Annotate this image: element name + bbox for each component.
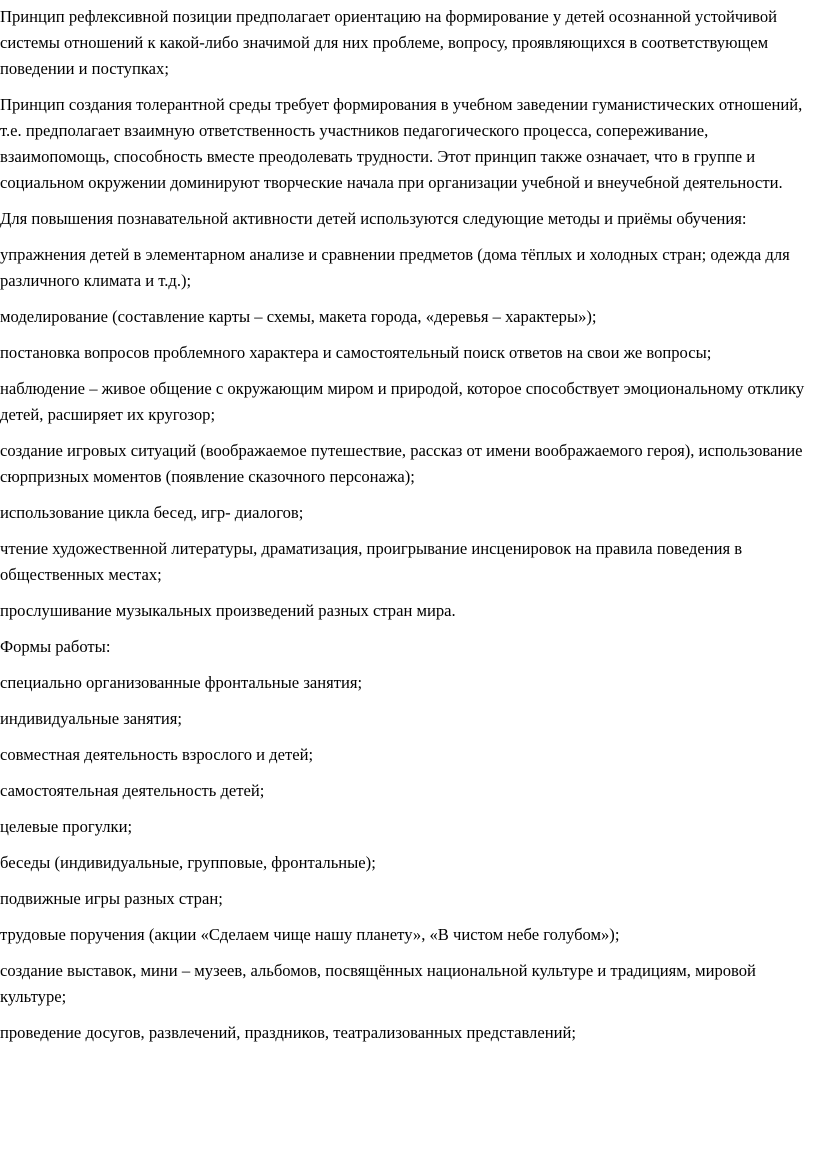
work-form-item: индивидуальные занятия; [0,709,183,728]
paragraph-methods-intro: Для повышения познавательной активности детей используются следующие методы и приёмы обучения: [0,209,747,228]
work-form-item: специально организованные фронтальные занятия; [0,673,363,692]
method-item: упражнения детей в элементарном анализе и сравнении предметов (дома тёплых и холодных стран; одежда для различного климата и т.д.); [0,245,790,290]
method-item: чтение художественной литературы, драматизация, проигрывание инсценировок на правила поведения в общественных местах; [0,539,743,584]
paragraph-tolerant-environment: Принцип создания толерантной среды требует формирования в учебном заведении гуманистических отношений, т.е. предполагает взаимную ответственность участников педагогического процесса, сопереживание, взаимопомощь, способность вместе преодолевать трудности. Этот принцип также означает, что в группе и социальном окружении доминируют творческие начала при организации учебной и внеучебной деятельности. [0,95,803,192]
work-form-item: проведение досугов, развлечений, праздников, театрализованных представлений; [0,1023,576,1042]
method-item: прослушивание музыкальных произведений разных стран мира. [0,601,456,620]
work-form-item: трудовые поручения (акции «Сделаем чище нашу планету», «В чистом небе голубом»); [0,925,620,944]
work-form-item: самостоятельная деятельность детей; [0,781,265,800]
work-form-item: совместная деятельность взрослого и детей; [0,745,314,764]
paragraph-reflexive-principle: Принцип рефлексивной позиции предполагает ориентацию на формирование у детей осознанной устойчивой системы отношений к какой-либо значимой для них проблеме, вопросу, проявляющихся в соответствующем поведении и поступках; [0,7,778,78]
work-form-item: беседы (индивидуальные, групповые, фронтальные); [0,853,376,872]
method-item: использование цикла бесед, игр- диалогов; [0,503,304,522]
method-item: наблюдение – живое общение с окружающим миром и природой, которое способствует эмоциональному отклику детей, расширяет их кругозор; [0,379,805,424]
method-item: создание игровых ситуаций (воображаемое путешествие, рассказ от имени воображаемого героя), использование сюрпризных моментов (появление сказочного персонажа); [0,441,803,486]
work-form-item: подвижные игры разных стран; [0,889,223,908]
method-item: моделирование (составление карты – схемы, макета города, «деревья – характеры»); [0,307,597,326]
method-item: постановка вопросов проблемного характера и самостоятельный поиск ответов на свои же вопросы; [0,343,712,362]
work-form-item: целевые прогулки; [0,817,133,836]
section-heading-work-forms: Формы работы: [0,637,111,656]
work-form-item: создание выставок, мини – музеев, альбомов, посвящённых национальной культуре и традициям, мировой культуре; [0,961,756,1006]
